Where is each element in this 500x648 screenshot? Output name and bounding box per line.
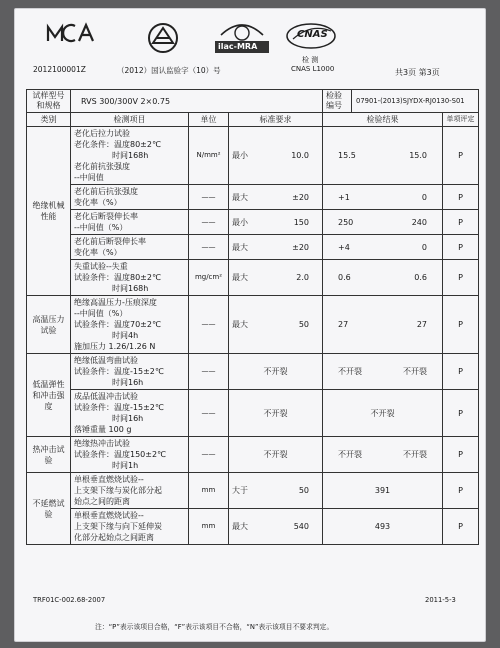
result-value: 0.6 [414, 273, 427, 282]
table-row [27, 260, 479, 296]
result-cell: 不开裂 [323, 390, 443, 437]
unit-cell: —— [189, 235, 229, 260]
col-unit: 单位 [189, 113, 229, 127]
result-cell [323, 210, 443, 235]
category-cell: 绝缘机械性能 [27, 127, 71, 296]
requirement-value: 2.0 [296, 273, 309, 282]
cal-logo [143, 21, 183, 59]
requirement-value: ±20 [292, 192, 309, 202]
requirement-cell [229, 509, 323, 545]
requirement-operator: 最大 [232, 242, 248, 252]
result-value: 15.5 [338, 151, 356, 160]
unit-cell: —— [189, 296, 229, 354]
requirement-operator: 最大 [232, 273, 248, 282]
requirement-cell [229, 127, 323, 185]
requirement-cell [229, 185, 323, 210]
item-cell [71, 210, 189, 235]
table-row [27, 210, 479, 235]
col-item: 检测项目 [71, 113, 189, 127]
table-row [27, 185, 479, 210]
item-line: 时间4h [112, 331, 139, 340]
verdict-cell: P [443, 260, 479, 296]
category-cell: 高温压力试验 [27, 296, 71, 354]
report-number-value: 07901-(2013)SJYDX-RJ0130-S01 [356, 96, 465, 105]
verdict-cell: P [443, 509, 479, 545]
cnas-number: CNAS L1000 [291, 65, 335, 73]
ilac-mra-logo: ilac-MRA [215, 21, 269, 59]
requirement-value: ±20 [292, 242, 309, 252]
unit-cell: N/mm² [189, 127, 229, 185]
unit-cell: —— [189, 185, 229, 210]
item-line: 始点之间的距离 [74, 497, 130, 506]
certificate-number: （2012）国认监验字（10）号 [117, 66, 221, 75]
item-line: 老化后拉力试验 [74, 129, 130, 138]
result-value: 27 [416, 320, 427, 329]
item-cell [71, 509, 189, 545]
unit-cell: —— [189, 390, 229, 437]
item-cell [71, 473, 189, 509]
item-line: 试验条件：温度-15±2℃ [74, 403, 164, 412]
col-verdict: 单项评定 [443, 113, 479, 127]
result-value: 不开裂 [403, 450, 427, 459]
category-cell: 热冲击试验 [27, 437, 71, 473]
result-cell [323, 354, 443, 390]
unit-cell: mm [189, 473, 229, 509]
table-row [27, 473, 479, 509]
verdict-cell: P [443, 210, 479, 235]
item-line: --中间值（%） [74, 309, 128, 318]
table-row [27, 235, 479, 260]
verdict-cell: P [443, 235, 479, 260]
result-cell [323, 296, 443, 354]
accreditation-logos [15, 21, 485, 61]
page-count: 共3页 第3页 [395, 68, 440, 77]
requirement-value: 50 [298, 320, 309, 329]
table-row [27, 437, 479, 473]
requirement-operator: 最小 [232, 151, 248, 160]
item-line: 变化率（%） [74, 198, 122, 207]
item-line: 老化条件：温度80±2℃ [74, 140, 161, 149]
requirement-value: 50 [298, 486, 309, 495]
item-line: 时间168h [112, 151, 149, 160]
requirement-cell: 不开裂 [229, 437, 323, 473]
requirement-value: 10.0 [291, 151, 309, 160]
report-code: 2012100001Z [33, 65, 86, 74]
table-row [27, 509, 479, 545]
item-cell [71, 354, 189, 390]
result-cell [323, 235, 443, 260]
category-cell: 低温弹性和冲击强度 [27, 354, 71, 437]
footer-note: 注：“P”表示该项目合格，“F”表示该项目不合格，“N”表示该项目不要求判定。 [95, 623, 334, 631]
col-result: 检验结果 [323, 113, 443, 127]
requirement-operator: 最大 [232, 522, 248, 531]
requirement-cell [229, 296, 323, 354]
item-line: 绝缘低温弯曲试验 [74, 356, 138, 365]
requirement-operator: 最小 [232, 217, 248, 227]
cma-logo [45, 21, 97, 49]
result-value: 0 [421, 192, 427, 202]
col-requirement: 标准要求 [229, 113, 323, 127]
verdict-cell: P [443, 390, 479, 437]
result-value: 不开裂 [338, 367, 362, 376]
result-value: 0.6 [338, 273, 351, 282]
item-line: --中间值（%） [74, 223, 128, 232]
result-value: 27 [338, 320, 349, 329]
item-cell [71, 296, 189, 354]
item-line: 上支架下缘与向下延伸炭 [74, 522, 162, 531]
requirement-operator: 大于 [232, 486, 248, 495]
requirement-cell [229, 235, 323, 260]
item-line: 老化前抗张强度 [74, 162, 130, 171]
verdict-cell: P [443, 296, 479, 354]
item-line: 老化后断裂伸长率 [74, 212, 138, 221]
item-line: 绝缘高温压力-压痕深度 [74, 298, 157, 307]
cnas-caption: 检 测 [302, 56, 319, 64]
table-row [27, 296, 479, 354]
result-value: +4 [338, 242, 350, 252]
result-value: 240 [411, 217, 427, 227]
item-cell [71, 127, 189, 185]
item-cell [71, 390, 189, 437]
result-value: 250 [338, 217, 354, 227]
item-line: 时间16h [112, 414, 144, 423]
unit-cell: mg/cm² [189, 260, 229, 296]
form-code: TRF01C-002.68-2007 [33, 596, 106, 604]
requirement-cell [229, 210, 323, 235]
result-cell [323, 185, 443, 210]
item-line: 试验条件：温度150±2℃ [74, 450, 167, 459]
requirement-cell [229, 260, 323, 296]
item-line: 时间168h [112, 284, 149, 293]
result-value: 0 [421, 242, 427, 252]
item-line: 试验条件：温度70±2℃ [74, 320, 161, 329]
item-line: --中间值 [74, 173, 104, 182]
item-line: 落锤重量 100 g [74, 425, 132, 434]
item-line: 施加压力 1.26/1.26 N [74, 342, 156, 351]
verdict-cell: P [443, 185, 479, 210]
requirement-cell: 不开裂 [229, 390, 323, 437]
requirement-value: 150 [293, 217, 309, 227]
verdict-cell: P [443, 127, 479, 185]
verdict-cell: P [443, 437, 479, 473]
table-row [27, 127, 479, 185]
requirement-operator: 最大 [232, 320, 248, 329]
item-line: 失重试验--失重 [74, 262, 128, 271]
requirement-cell [229, 473, 323, 509]
item-cell [71, 437, 189, 473]
issue-date: 2011-5-3 [425, 596, 456, 604]
requirement-cell: 不开裂 [229, 354, 323, 390]
unit-cell: —— [189, 437, 229, 473]
item-cell [71, 260, 189, 296]
item-line: 上支架下缘与炭化部分起 [74, 486, 162, 495]
report-sheet [14, 8, 486, 642]
verdict-cell: P [443, 473, 479, 509]
item-line: 时间16h [112, 378, 144, 387]
test-results-table [26, 89, 479, 545]
item-line: 单根垂直燃烧试验-- [74, 475, 144, 484]
table-row [27, 354, 479, 390]
result-value: 15.0 [409, 151, 427, 160]
result-cell [323, 437, 443, 473]
item-line: 试验条件：温度-15±2℃ [74, 367, 164, 376]
item-line: 变化率（%） [74, 248, 122, 257]
unit-cell: —— [189, 210, 229, 235]
requirement-operator: 最大 [232, 192, 248, 202]
item-cell [71, 185, 189, 210]
unit-cell: —— [189, 354, 229, 390]
report-number-label: 检验编号 [323, 90, 352, 112]
item-line: 试验条件：温度80±2℃ [74, 273, 161, 282]
sample-value: RVS 300/300V 2×0.75 [71, 90, 323, 113]
cnas-logo: CNAS [285, 21, 337, 55]
result-cell [323, 127, 443, 185]
result-cell [323, 260, 443, 296]
item-line: 成品低温冲击试验 [74, 392, 138, 401]
table-row [27, 390, 479, 437]
item-line: 时间1h [112, 461, 139, 470]
category-cell: 不延燃试验 [27, 473, 71, 545]
result-cell: 493 [323, 509, 443, 545]
item-line: 单根垂直燃烧试验-- [74, 511, 144, 520]
sample-info-row [27, 90, 479, 113]
column-header-row [27, 113, 479, 127]
item-line: 老化前后断裂伸长率 [74, 237, 146, 246]
item-line: 化部分起始点之间距离 [74, 533, 154, 542]
result-cell: 391 [323, 473, 443, 509]
unit-cell: mm [189, 509, 229, 545]
item-line: 绝缘热冲击试验 [74, 439, 130, 448]
result-value: 不开裂 [403, 367, 427, 376]
verdict-cell: P [443, 354, 479, 390]
col-category: 类别 [27, 113, 71, 127]
requirement-value: 540 [293, 522, 309, 531]
item-line: 老化前后抗张强度 [74, 187, 138, 196]
item-cell [71, 235, 189, 260]
sample-label: 试样型号和规格 [27, 90, 71, 113]
result-value: +1 [338, 192, 350, 202]
result-value: 不开裂 [338, 450, 362, 459]
